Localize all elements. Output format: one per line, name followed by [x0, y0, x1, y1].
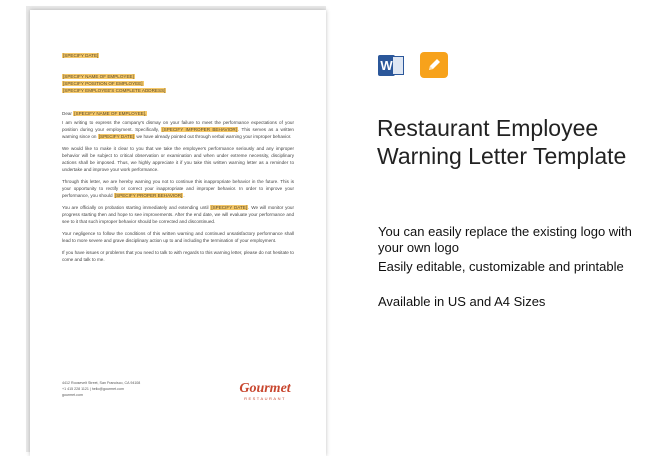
recipient-block [62, 73, 294, 94]
paragraph-3: Through this letter, we are hereby warning you not to continue this inappropriate behavior in the future. This is your opportunity to rectify or correct your inappropriate and improper behavior. In order to improve your performance, you should [SPECIFY PROPER BEHAVIOR]. [62, 179, 294, 198]
paragraph-1: I am writing to express the company's dismay on your failure to meet the performance expectations of your position during your employment. Specifically, [SPECIFY IMPROPER BEHAVIOR]. This serves as a written warning since on [SPECIFY DATE] we have already pointed out through verbal warning your improper behavior. [62, 120, 294, 139]
recipient-address: [SPECIFY EMPLOYEE'S COMPLETE ADDRESS] [63, 88, 166, 93]
feature-logo: You can easily replace the existing logo with your own logo [378, 224, 632, 255]
gourmet-logo: Gourmet RESTAURANT [239, 381, 291, 401]
recipient-name: [SPECIFY NAME OF EMPLOYEE] [63, 74, 134, 79]
footer-contact: +1 415 228 1121 | hello@gourmet.com [62, 387, 124, 391]
word-icon[interactable]: W [377, 52, 405, 78]
page-title: Restaurant Employee Warning Letter Template [377, 115, 627, 169]
letter-body [62, 52, 294, 268]
pen-icon [424, 55, 444, 75]
paragraph-2: We would like to make it clear to you that we take the employee's performance seriously and any improper behavior will be subject to critical observation or examination and when under extreme necessity, disciplinary actions shall be imposed. Thus, we highly appreciate it if you take this written warning letter as a reminder to undertake and improve your work performance. [62, 146, 294, 172]
recipient-position: [SPECIFY POSITION OF EMPLOYEE] [63, 81, 143, 86]
paragraph-6: If you have issues or problems that you need to talk to with regards to this warning letter, please do not hesitate to come and talk to me. [62, 250, 294, 262]
feature-sizes: Available in US and A4 Sizes [378, 294, 546, 309]
letter-preview [30, 10, 326, 456]
footer-address: 4412 Roosevelt Street, San Francisco, CA 94108 [62, 381, 141, 385]
footer-web: gourmet.com [62, 393, 83, 397]
feature-editable: Easily editable, customizable and printable [378, 259, 624, 274]
pages-icon[interactable] [420, 52, 448, 78]
salutation: Dear [SPECIFY NAME OF EMPLOYEE], [62, 111, 147, 116]
paragraph-5: Your negligence to follow the conditions of this written warning and continued unsatisfactory performance shall lead to more severe and grave disciplinary action up to and including the termination of your employment. [62, 231, 294, 243]
paragraph-4: You are officially on probation starting immediately and extending until [SPECIFY DATE]. We will monitor your progress starting then and hope to see improvements. After the end date, we will evaluate your performance and see to it that such improper behavior should be corrected and discontinued. [62, 205, 295, 224]
letter-date: [SPECIFY DATE] [63, 53, 99, 58]
